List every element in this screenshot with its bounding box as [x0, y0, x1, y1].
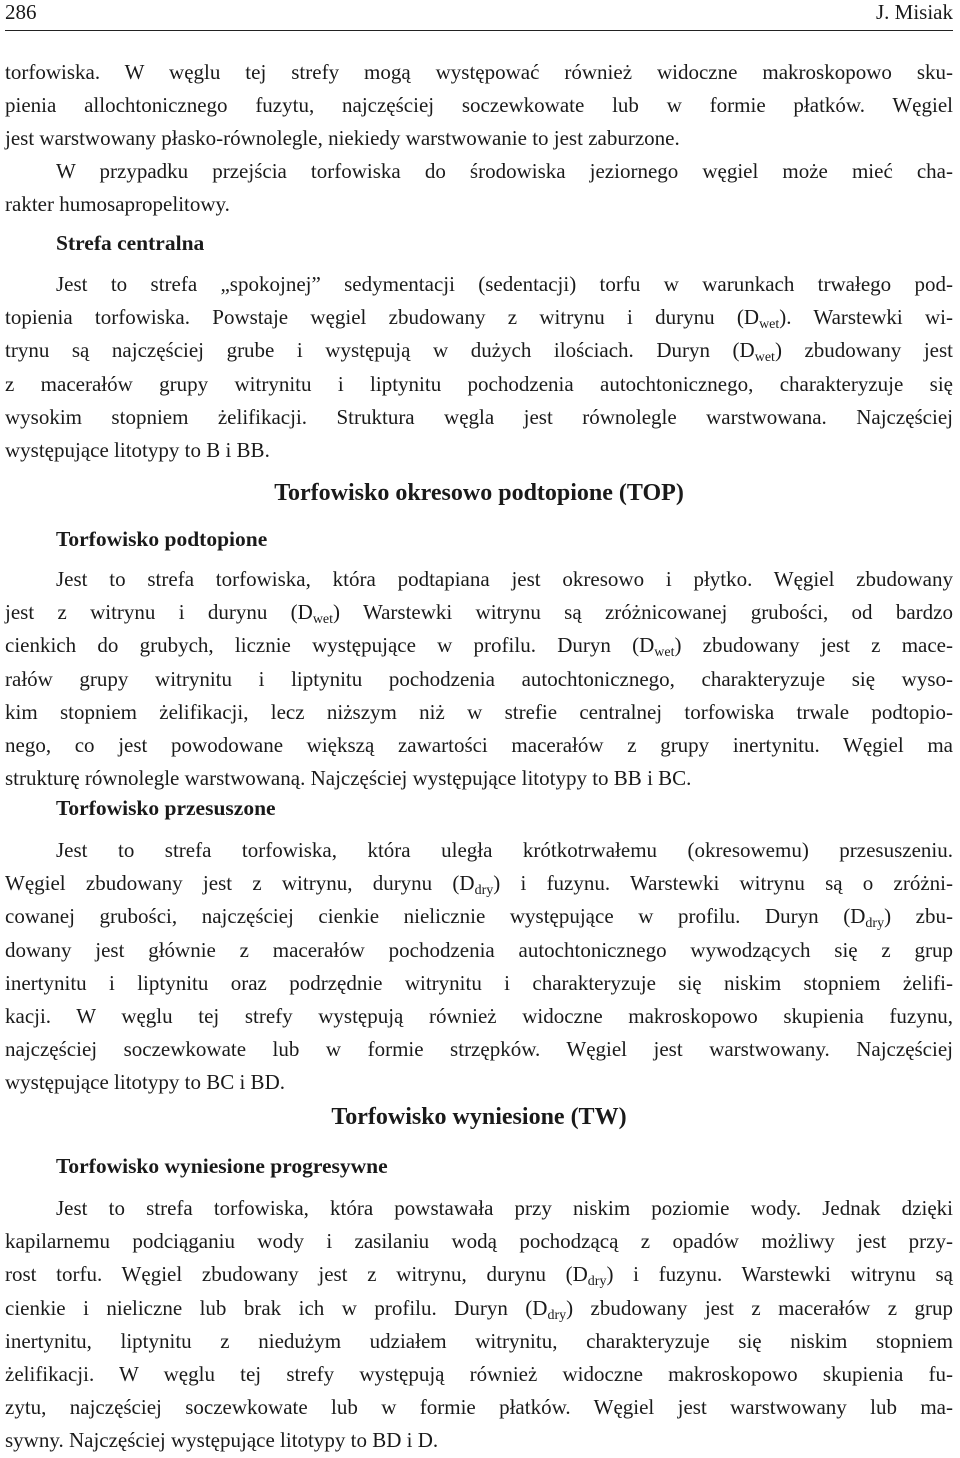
subscript: wet — [654, 645, 675, 661]
document-page — [5, 0, 954, 1453]
text-line — [5, 900, 953, 933]
text-line — [5, 1258, 953, 1291]
text-line: żelifikacji. W węglu tej strefy występują również widoczne makroskopowo skupienia fu- — [5, 1362, 953, 1387]
text-line: najczęściej soczewkowate lub w formie strzępków. Węgiel jest warstwowany. Najczęściej — [5, 1037, 953, 1062]
text-line — [5, 596, 953, 629]
intro-paragraph-2 — [5, 155, 953, 221]
text-fragment: trynu są najczęściej grube i występują w dużych ilościach. Duryn (D — [5, 338, 755, 363]
text-line: strukturę równolegle warstwowaną. Najczęściej występujące litotypy to BB i BC. — [5, 766, 692, 791]
text-line: jest warstwowany płasko-równolegle, niekiedy warstwowanie to jest zaburzone. — [5, 126, 680, 151]
text-line: rałów grupy witrynitu i liptynitu pochodzenia autochtonicznego, charakteryzuje się wyso- — [5, 666, 953, 691]
text-line: wysokim stopniem żelifikacji. Struktura węgla jest równolegle warstwowana. Najczęściej — [5, 404, 953, 429]
text-fragment: cienkie i nieliczne lub brak ich w profilu. Duryn (D — [5, 1295, 548, 1320]
text-line: Jest to strefa torfowiska, która powstawała przy niskim poziomie wody. Jednak dzięki — [56, 1196, 953, 1220]
text-fragment: ) zbudowany jest z mace- — [674, 633, 953, 658]
text-line: kapilarnemu podciąganiu wody i zasilaniu wodą pochodzącą z opadów możliwy jest przy- — [5, 1229, 953, 1254]
text-line: pienia allochtonicznego fuzytu, najczęściej soczewkowate lub w formie płatków. Węgiel — [5, 93, 953, 118]
text-line — [5, 867, 953, 900]
subscript: dry — [865, 916, 885, 932]
section-heading-strefa-centralna: Strefa centralna — [56, 231, 205, 255]
text-fragment: ) zbudowany jest — [774, 338, 953, 363]
text-line — [5, 1292, 953, 1325]
text-line: Jest to strefa torfowiska, która uległa krótkotrwałemu (okresowemu) przesuszeniu. — [56, 838, 953, 862]
subscript: wet — [754, 350, 775, 366]
text-fragment: topienia torfowiska. Powstaje węgiel zbudowany z witrynu i durynu (D — [5, 305, 760, 330]
text-fragment: jest z witrynu i durynu (D — [5, 600, 313, 625]
subsection-heading-przesuszone: Torfowisko przesuszone — [56, 796, 276, 820]
text-fragment: Węgiel zbudowany jest z witrynu, durynu (D — [5, 871, 475, 896]
text-line: torfowiska. W węglu tej strefy mogą występować również widoczne makroskopowo sku- — [5, 60, 953, 84]
intro-paragraph — [5, 56, 953, 156]
section-title-top: Torfowisko okresowo podtopione (TOP) — [274, 480, 684, 506]
torfowisko-podtopione-paragraph — [5, 563, 953, 795]
text-fragment: ). Warstewki wi- — [779, 305, 953, 330]
subsection-heading-podtopione: Torfowisko podtopione — [56, 527, 268, 551]
text-fragment: ) i fuzynu. Warstewki witrynu są o zróżni- — [493, 871, 954, 896]
text-line: występujące litotypy to BC i BD. — [5, 1070, 285, 1095]
torfowisko-przesuszone-paragraph — [5, 834, 953, 1100]
text-line: kim stopniem żelifikacji, lecz niższym niż w strefie centralnej torfowiska trwale podtopio- — [5, 699, 953, 724]
text-line — [5, 301, 953, 334]
text-fragment: ) Warstewki witrynu są zróżnicowanej grubości, od bardzo — [333, 600, 953, 625]
text-line: inertynitu i liptynitu oraz podrzędnie witrynitu i charakteryzuje się niskim stopniem żelifi- — [5, 970, 953, 995]
text-line: Jest to strefa „spokojnej” sedymentacji (sedentacji) torfu w warunkach trwałego pod- — [56, 272, 953, 296]
subscript: wet — [312, 612, 334, 628]
text-fragment: ) i fuzynu. Warstewki witrynu są — [606, 1262, 953, 1287]
subsection-heading-progresywne: Torfowisko wyniesione progresywne — [56, 1154, 388, 1178]
subscript: dry — [547, 1307, 567, 1323]
text-fragment: cienkich do grubych, licznie występujące w profilu. Duryn (D — [5, 633, 655, 658]
subscript: wet — [759, 317, 780, 333]
text-line: nego, co jest powodowane większą zawartości macerałów z grupy inertynitu. Węgiel ma — [5, 733, 953, 758]
text-line: zytu, najczęściej soczewkowate lub w formie płatków. Węgiel jest warstwowany lub ma- — [5, 1395, 953, 1420]
text-line: W przypadku przejścia torfowiska do środowiska jeziornego węgiel może mieć cha- — [56, 159, 953, 183]
running-author: J. Misiak — [875, 0, 953, 24]
text-line — [5, 629, 953, 662]
page-number: 286 — [5, 0, 37, 24]
text-fragment: ) zbudowany jest z macerałów z grup — [566, 1295, 953, 1320]
text-line: inertynitu, liptynitu z niedużym udziałem witrynitu, charakteryzuje się niskim stopniem — [5, 1328, 953, 1353]
subscript: dry — [587, 1274, 607, 1290]
text-line: kacji. W węglu tej strefy występują również widoczne makroskopowo skupienia fuzynu, — [5, 1004, 953, 1029]
text-line: rakter humosapropelitowy. — [5, 192, 230, 217]
text-line: sywny. Najczęściej występujące litotypy to BD i D. — [5, 1428, 439, 1453]
text-line: dowany jest głównie z macerałów pochodzenia autochtonicznego wywodzących się z grup — [5, 937, 953, 962]
text-line — [5, 334, 953, 367]
text-fragment: ) zbu- — [884, 904, 953, 929]
page-header — [5, 0, 953, 31]
text-fragment: rost torfu. Węgiel zbudowany jest z witrynu, durynu (D — [5, 1262, 588, 1287]
section-title-tw: Torfowisko wyniesione (TW) — [331, 1104, 627, 1130]
subscript: dry — [474, 883, 494, 899]
strefa-centralna-paragraph — [5, 268, 953, 467]
text-line: z macerałów grupy witrynitu i liptynitu pochodzenia autochtonicznego, charakteryzuje się — [5, 371, 953, 396]
text-line: Jest to strefa torfowiska, która podtapiana jest okresowo i płytko. Węgiel zbudowany — [56, 567, 953, 591]
torfowisko-wyniesione-paragraph — [5, 1192, 953, 1458]
text-line: występujące litotypy to B i BB. — [5, 438, 270, 463]
text-fragment: cowanej grubości, najczęściej cienkie nielicznie występujące w profilu. Duryn (D — [5, 904, 866, 929]
